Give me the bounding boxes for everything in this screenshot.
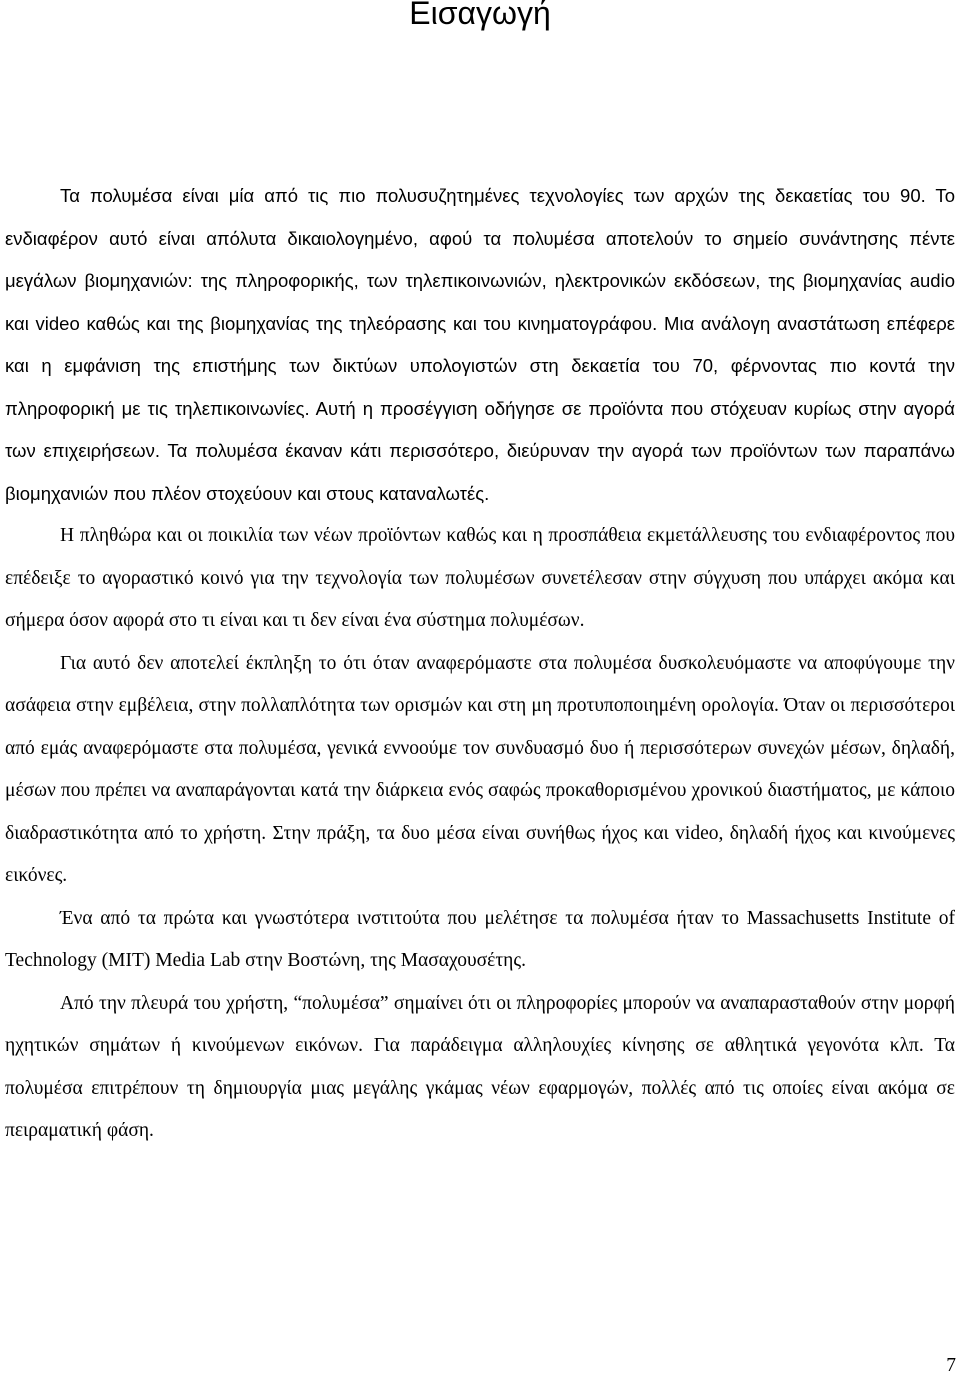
paragraph-2: Η πληθώρα και οι ποικιλία των νέων προϊόντων καθώς και η προσπάθεια εκμετάλλευσης του ενδιαφέροντος που επέδειξε το αγοραστικό κοινό για την τεχνολογία των πολυμέσων συνετέλεσαν στην σύγχυση που υπάρχει ακόμα και σήμερα όσον αφορά στο τι είναι και τι δεν είναι ένα σύστημα πολυμέσων. <box>5 525 955 631</box>
page-title: Εισαγωγή <box>409 0 551 31</box>
document-body <box>5 175 955 1153</box>
paragraph-4: Ένα από τα πρώτα και γνωστότερα ινστιτούτα που μελέτησε τα πολυμέσα ήταν το Massachusetts Institute of Technology (MIT) Media Lab στην Βοστώνη, της Μασαχουσέτης. <box>5 907 955 971</box>
paragraph-3: Για αυτό δεν αποτελεί έκπληξη το ότι όταν αναφερόμαστε στα πολυμέσα δυσκολευόμαστε να αποφύγουμε την ασάφεια στην εμβέλεια, στην πολλαπλότητα των ορισμών και στη μη προτυποποιημένη ορολογία. Όταν οι περισσότεροι από εμάς αναφερόμαστε στα πολυμέσα, γενικά εννοούμε τον συνδυασμό δυο ή περισσότερων συνεχών μέσων, δηλαδή, μέσων που πρέπει να αναπαράγονται κατά την διάρκεια ενός σαφώς προκαθορισμένου χρονικού διαστήματος, με κάποιο διαδραστικότητα από το χρήστη. Στην πράξη, τα δυο μέσα είναι συνήθως ήχος και video, δηλαδή ήχος και κινούμενες εικόνες. <box>5 652 955 886</box>
paragraph-1-part-1: Τα πολυμέσα είναι μία από τις πιο πολυσυζητημένες τεχνολογίες των αρχών της δεκαετίας του 90. Το ενδιαφέρον αυτό είναι απόλυτα δικαιολογημένο, αφού τα πολυμέσα αποτελούν το σημείο συνάντησης πέντε μεγάλων βιομηχανιών: της πληροφορικής, των τηλεπικοινωνιών, ηλεκτρονικών εκδόσεων, της βιομηχανίας audio και video καθώς και της βιομηχανίας της τηλεόρασης και του κινηματογράφου. <box>5 185 955 334</box>
paragraph-5: Από την πλευρά του χρήστη, “πολυμέσα” σημαίνει ότι οι πληροφορίες μπορούν να αναπαρασταθούν στην μορφή ηχητικών σημάτων ή κινούμενων εικόνων. Για παράδειγμα αλληλουχίες κίνησης σε αθλητικά γεγονότα κλπ. Τα πολυμέσα επιτρέπουν τη δημιουργία μιας μεγάλης γκάμας νέων εφαρμογών, πολλές από τις οποίες είναι ακόμα σε πειραματική φάση. <box>5 992 955 1141</box>
paragraph-1-part-3: Τα πολυμέσα έκαναν κάτι περισσότερο, διεύρυναν την αγορά των προϊόντων των παραπάνω βιομηχανιών που πλέον στοχεύουν και στους καταναλωτές. <box>5 440 955 504</box>
paragraph-1-part-2: Μια ανάλογη αναστάτωση επέφερε και η εμφάνιση της επιστήμης των δικτύων υπολογιστών στη δεκαετία του 70, φέρνοντας πιο κοντά την πληροφορική με τις τηλεπικοινωνίες. Αυτή η προσέγγιση οδήγησε σε προϊόντα που στόχευαν κυρίως στην αγορά των επιχειρήσεων. <box>5 312 955 461</box>
page-number: 7 <box>946 1355 956 1376</box>
paragraph-1 <box>5 175 955 515</box>
